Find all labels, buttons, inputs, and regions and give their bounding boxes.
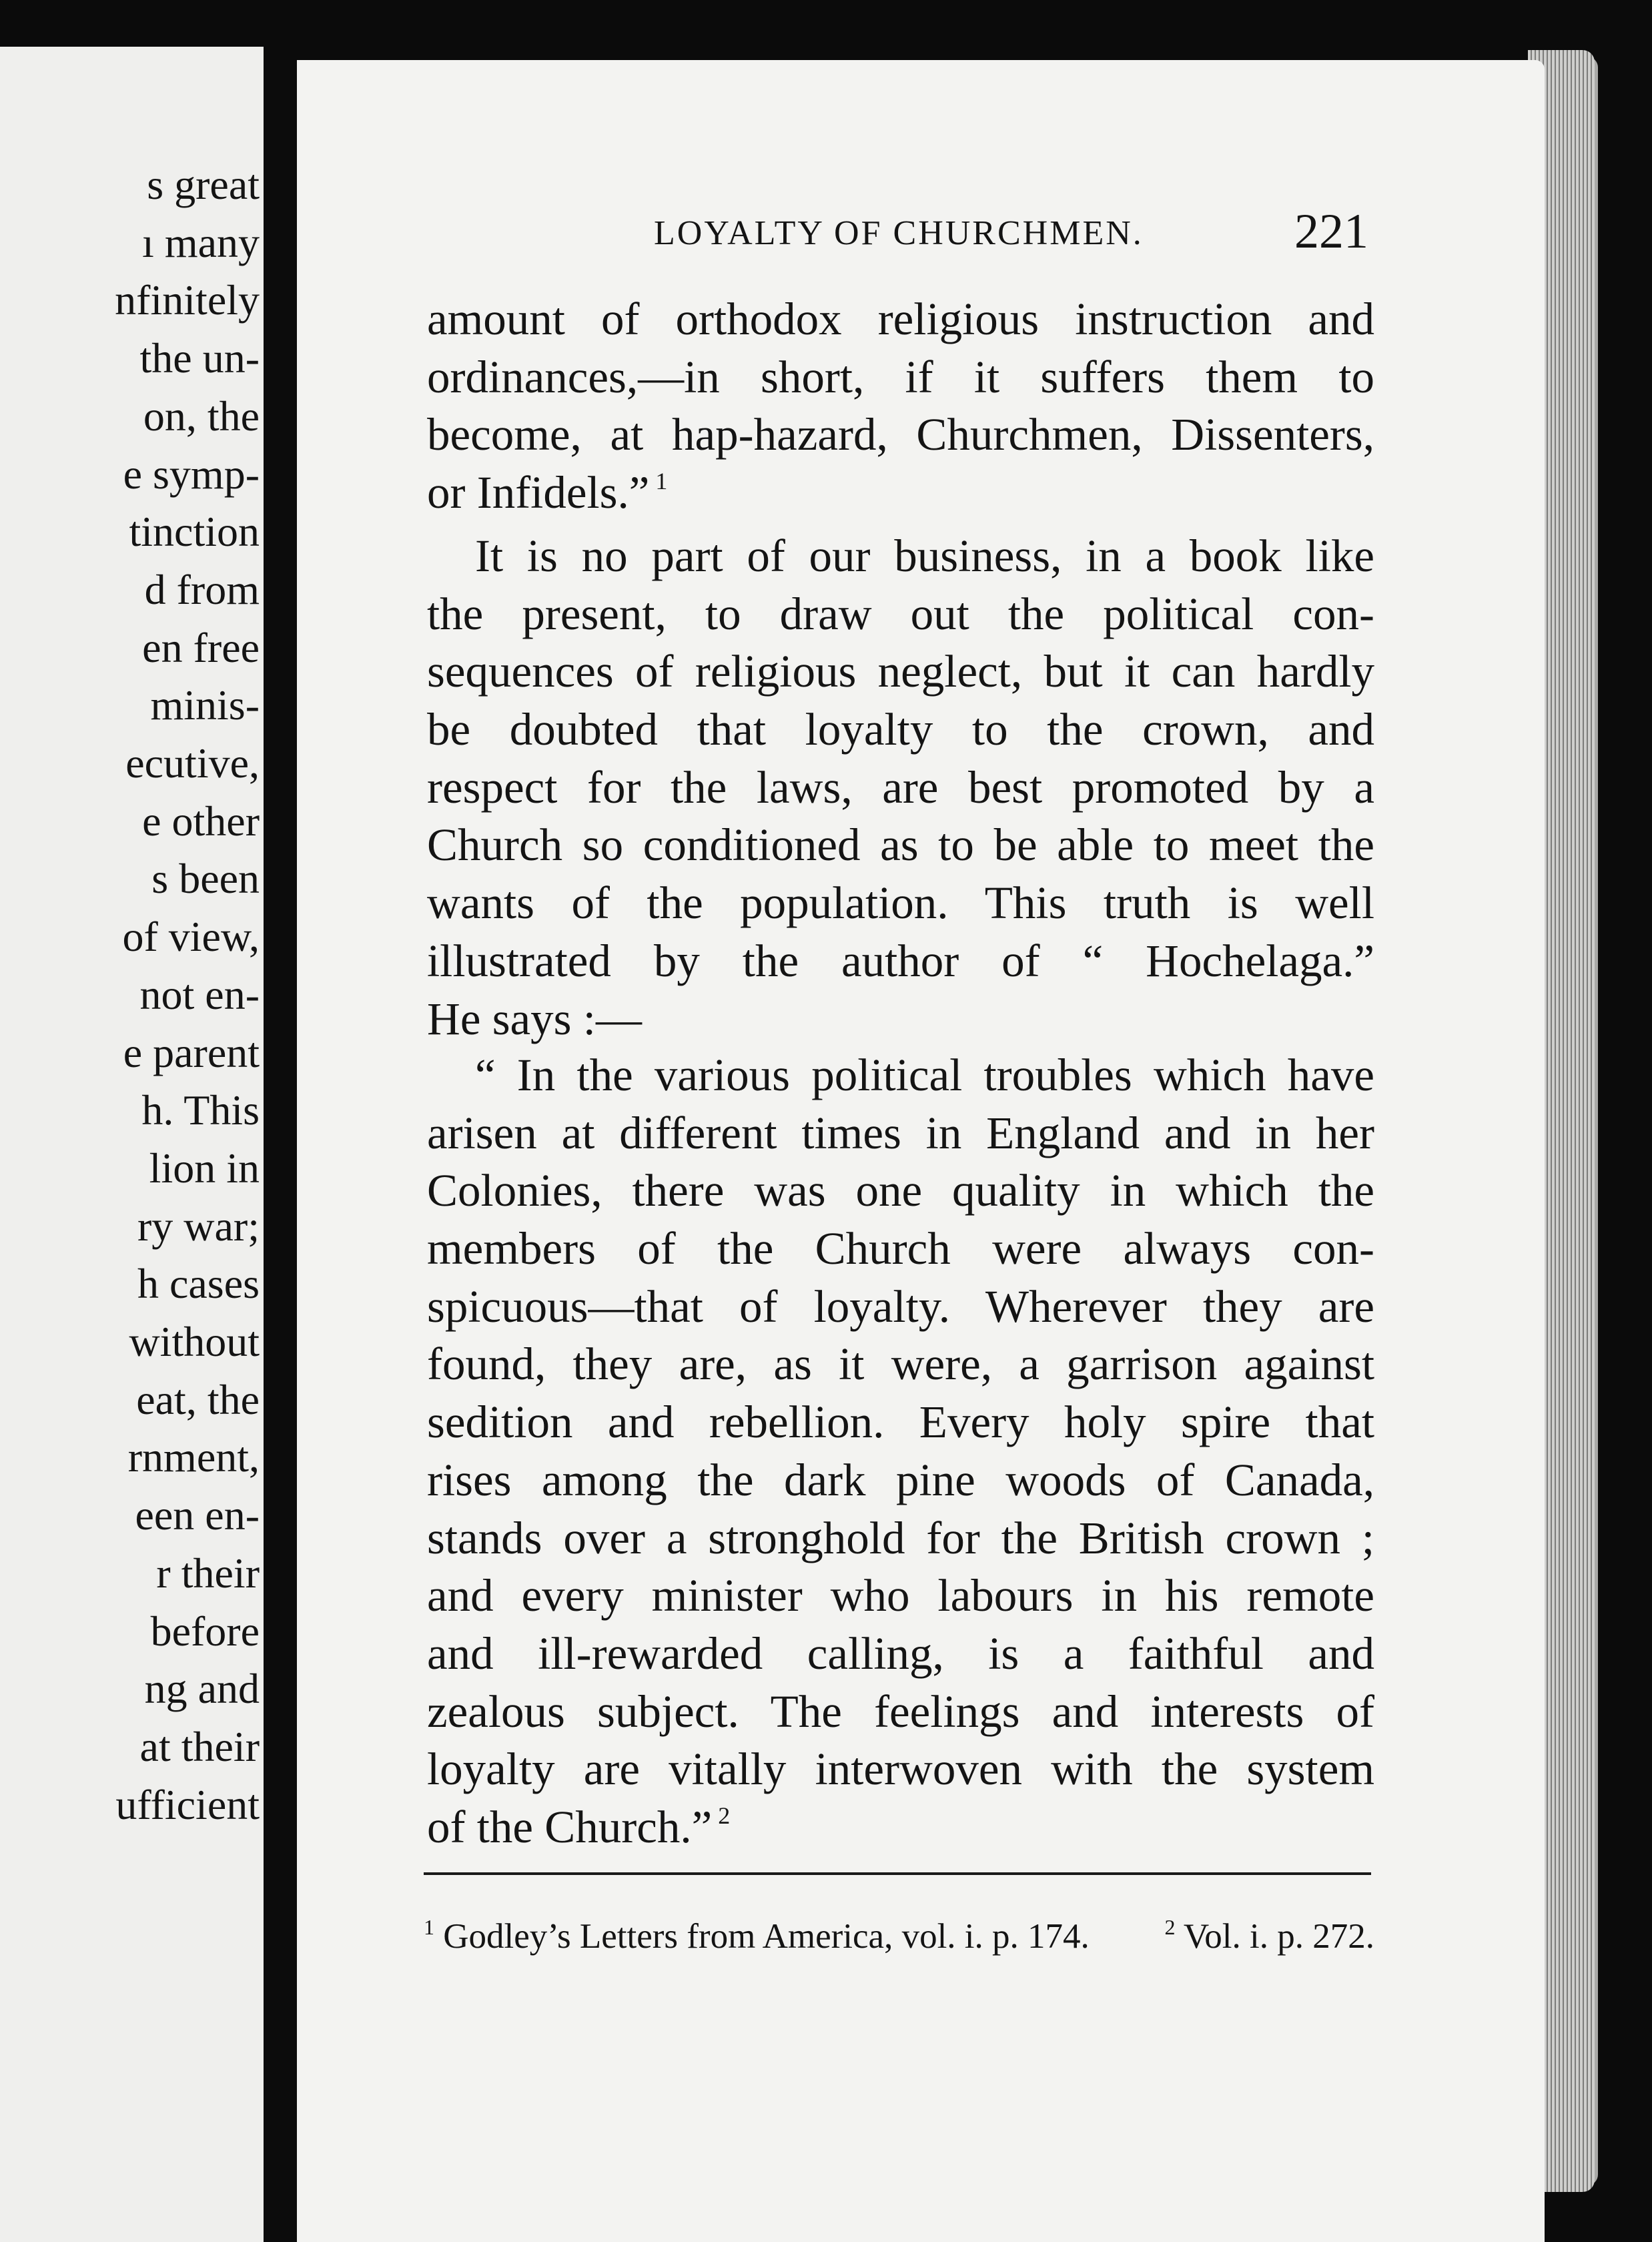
text-line [427, 1625, 1374, 1683]
text-line-content: stands over a stronghold for the British crown ; [427, 1512, 1374, 1563]
facing-page-line: ng and [144, 1665, 260, 1713]
text-line [427, 932, 1374, 990]
footnote-2 [1165, 1907, 1374, 1956]
paragraph-2 [427, 527, 1374, 1048]
text-line [427, 348, 1374, 406]
facing-page-line: s been [151, 855, 260, 903]
text-line-content: members of the Church were always con- [427, 1223, 1374, 1274]
facing-page-line: e other [142, 797, 260, 845]
footnote-1 [424, 1907, 1090, 1956]
text-line-content: arisen at different times in England and in her [427, 1107, 1374, 1158]
text-line [427, 701, 1374, 759]
facing-page-line: ry war; [137, 1202, 260, 1250]
facing-page-line: en free [142, 623, 260, 671]
footnote-2-text: Vol. i. p. 272. [1183, 1917, 1374, 1956]
facing-page-line: on, the [143, 392, 260, 440]
text-line-content: It is no part of our business, in a book like [475, 530, 1374, 581]
footnote-1-mark: 1 [424, 1915, 434, 1939]
text-line-content: zealous subject. The feelings and interests of [427, 1686, 1374, 1737]
facing-page-line: ufficient [115, 1780, 260, 1828]
facing-page-line: r their [156, 1549, 260, 1597]
text-line-content: and ill-rewarded calling, is a faithful and [427, 1627, 1374, 1679]
text-line-content: He says :— [427, 993, 642, 1044]
facing-page-line: h cases [137, 1260, 260, 1308]
facing-page-line: before [150, 1607, 260, 1655]
text-line [427, 1451, 1374, 1509]
facing-page-line: not en- [139, 970, 260, 1018]
facing-page-line: minis- [150, 681, 260, 729]
text-line-content: Church so conditioned as to be able to meet the [427, 819, 1374, 871]
note-reference: 2 [712, 1802, 731, 1829]
text-line-content: wants of the population. This truth is well [427, 877, 1374, 929]
page-number: 221 [1294, 204, 1368, 259]
text-line [427, 1220, 1374, 1278]
text-line [427, 1393, 1374, 1451]
facing-page-line: nfinitely [115, 276, 260, 324]
text-line-content: found, they are, as it were, a garrison against [427, 1339, 1374, 1390]
facing-page-line: without [129, 1318, 260, 1365]
text-line [427, 290, 1374, 348]
footnote-1-text: Godley’s Letters from America, vol. i. p. 174. [443, 1917, 1090, 1956]
footnote-2-mark: 2 [1164, 1915, 1176, 1939]
text-line [427, 1162, 1374, 1220]
text-line [427, 759, 1374, 817]
text-line-content: “ In the various political troubles which have [475, 1050, 1374, 1100]
facing-page-line: rnment, [127, 1433, 260, 1481]
block-quotation [427, 1046, 1374, 1856]
text-line [427, 1509, 1374, 1567]
text-line [427, 585, 1374, 643]
facing-page-line: tinction [129, 508, 260, 556]
facing-page-line: eat, the [136, 1375, 260, 1423]
text-line [427, 990, 1374, 1048]
text-line [427, 1798, 1374, 1856]
text-line [427, 816, 1374, 874]
footnote-rule [424, 1872, 1371, 1875]
facing-page-line: een en- [135, 1491, 260, 1539]
text-line-content: spicuous—that of loyalty. Wherever they are [427, 1280, 1374, 1332]
text-line [427, 527, 1374, 585]
facing-page-line: d from [144, 565, 260, 613]
text-line [427, 1740, 1374, 1798]
facing-page-line: of view, [122, 913, 260, 961]
facing-page-line: ı many [142, 218, 260, 266]
note-reference: 1 [649, 468, 668, 495]
text-line-content: amount of orthodox religious instruction and [427, 294, 1374, 344]
text-line-content: rises among the dark pine woods of Canada, [427, 1454, 1374, 1505]
text-line-content: sedition and rebellion. Every holy spire that [427, 1397, 1374, 1448]
text-line-content: of the Church.” [427, 1801, 713, 1852]
text-line-content: and every minister who labours in his remote [427, 1570, 1374, 1621]
text-line [427, 464, 1374, 522]
text-line-content: become, at hap-hazard, Churchmen, Dissenters, [427, 409, 1374, 460]
facing-page-line: at their [139, 1722, 260, 1770]
text-line [427, 1683, 1374, 1741]
facing-page-line: lion in [149, 1144, 260, 1192]
text-line-content: illustrated by the author of “ Hochelaga.” [427, 935, 1374, 986]
text-line-content: respect for the laws, are best promoted by a [427, 761, 1374, 813]
text-line [427, 406, 1374, 464]
text-line [427, 1278, 1374, 1336]
paragraph-1 [427, 290, 1374, 522]
text-line-content: or Infidels.” [427, 467, 650, 518]
facing-page-line: e parent [123, 1028, 260, 1076]
facing-page-line: ecutive, [125, 739, 260, 787]
text-line [427, 1567, 1374, 1625]
text-line [427, 1104, 1374, 1162]
facing-page-line: the un- [139, 334, 260, 382]
text-line [427, 1046, 1374, 1104]
text-line-content: loyalty are vitally interwoven with the system [427, 1744, 1374, 1795]
text-line-content: Colonies, there was one quality in which the [427, 1165, 1374, 1216]
text-line [427, 643, 1374, 701]
text-line [427, 1335, 1374, 1393]
text-line [427, 874, 1374, 932]
facing-page-line: h. This [141, 1086, 260, 1134]
book-gutter [264, 60, 297, 2242]
text-line-content: the present, to draw out the political con- [427, 588, 1374, 639]
text-line-content: be doubted that loyalty to the crown, and [427, 704, 1374, 755]
facing-page-left [0, 47, 264, 2242]
running-header: LOYALTY OF CHURCHMEN. [654, 214, 1144, 252]
facing-page-line: s great [147, 161, 260, 208]
text-line-content: ordinances,—in short, if it suffers them to [427, 351, 1374, 402]
facing-page-line: e symp- [123, 450, 260, 498]
text-line-content: sequences of religious neglect, but it can hardly [427, 646, 1374, 697]
